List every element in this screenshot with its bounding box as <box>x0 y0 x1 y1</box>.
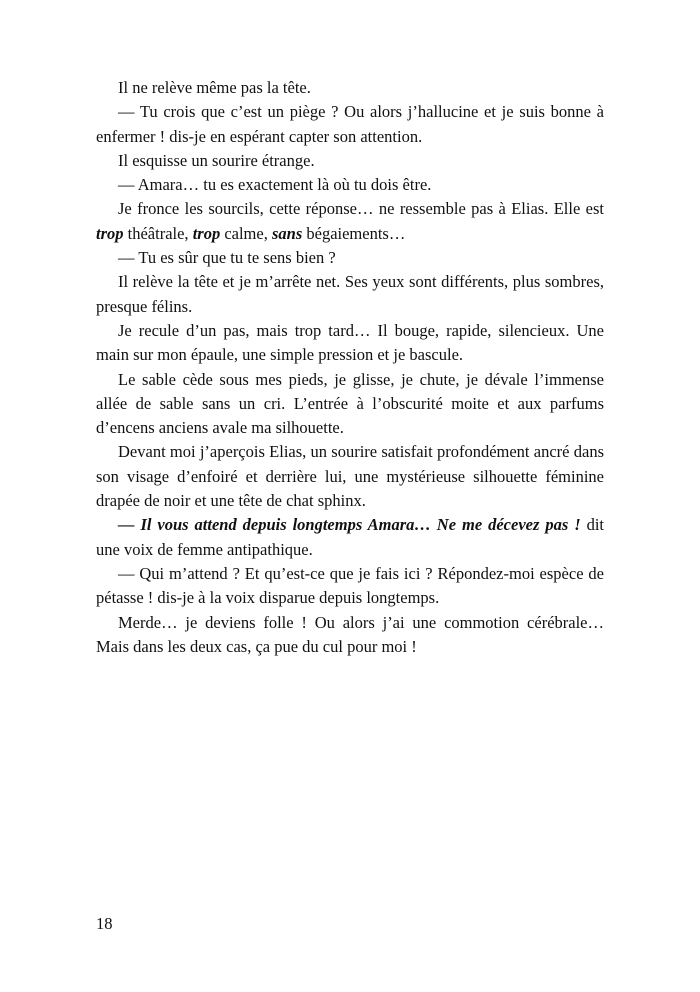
emphasis-text: trop <box>192 223 221 243</box>
text-run: calme, <box>220 223 272 243</box>
body-text <box>96 76 604 659</box>
text-run: Je fronce les sourcils, cette réponse… ne ressemble pas à Elias. Elle est <box>118 199 604 219</box>
paragraph <box>96 513 604 562</box>
paragraph: — Tu crois que c’est un piège ? Ou alors j’hallucine et je suis bonne à enfermer ! dis-je en espérant capter son attention. <box>96 102 604 146</box>
text-run: bégaiements… <box>302 223 406 243</box>
paragraph: Merde… je deviens folle ! Ou alors j’ai une commotion cérébrale… Mais dans les deux cas, ça pue du cul pour moi ! <box>96 612 604 656</box>
page-number: 18 <box>96 914 113 933</box>
paragraph: — Tu es sûr que tu te sens bien ? <box>118 248 336 268</box>
paragraph: Je recule d’un pas, mais trop tard… Il bouge, rapide, silencieux. Une main sur mon épaule, une simple pression et je bascule. <box>96 320 604 365</box>
paragraph: Le sable cède sous mes pieds, je glisse, je chute, je dévale l’immense allée de sable sans un cri. L’entrée à l’obscurité moite et aux parfums d’encens anciens avale ma silhouette. <box>96 369 604 438</box>
paragraph: — Qui m’attend ? Et qu’est-ce que je fais ici ? Répondez-moi espèce de pétasse ! dis-je à la voix disparue depuis longtemps. <box>96 563 604 608</box>
paragraph: — Amara… tu es exactement là où tu dois être. <box>118 175 432 195</box>
emphasis-text: sans <box>271 223 303 243</box>
emphasis-text: — Il vous attend depuis longtemps Amara… Ne me décevez pas ! <box>118 515 581 535</box>
paragraph: Il esquisse un sourire étrange. <box>118 150 315 170</box>
text-run: dit une voix de femme antipathique. <box>96 515 605 559</box>
paragraph: Il ne relève même pas la tête. <box>118 78 311 97</box>
paragraph: Il relève la tête et je m’arrête net. Ses yeux sont différents, plus sombres, presque félins. <box>96 272 604 316</box>
emphasis-text: trop <box>96 223 124 243</box>
paragraph: Devant moi j’aperçois Elias, un sourire satisfait profondément ancré dans son visage d’enfoiré et derrière lui, une mystérieuse silhouette féminine drapée de noir et une tête de chat sphinx. <box>96 442 604 511</box>
paragraph <box>96 197 604 246</box>
text-run: théâtrale, <box>123 223 193 243</box>
